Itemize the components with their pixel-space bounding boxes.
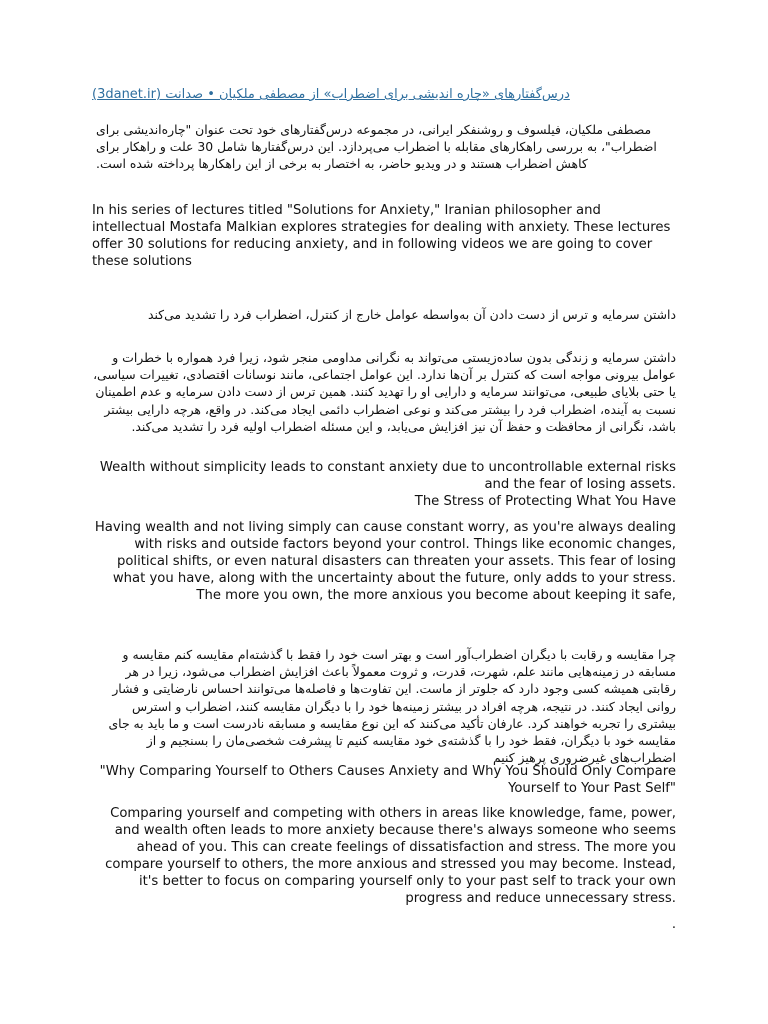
section2-heading-english: "Why Comparing Yourself to Others Causes Anxiety and Why You Should Only Compare Yourself to Your Past Self": [99, 764, 676, 796]
intro-persian: مصطفی ملکیان، فیلسوف و روشنفکر ایرانی، در مجموعه درس‌گفتارهای خود تحت عنوان "چاره‌اندیشی برای اضطراب"، به بررسی راهکارهای مقابله با اضطراب می‌پردازد. این درس‌گفتارها شامل 30 علت و راهکار برای کاهش اضطراب هستند و در ویدیو حاضر، به اختصار به برخی از این راهکارها پرداخته شده است.: [96, 122, 657, 172]
section1-body-english: Having wealth and not living simply can cause constant worry, as you're always dealing with risks and outside factors beyond your control. Things like economic changes, political shifts, or even natural disasters can threaten your assets. This fear of losing what you have, along with the uncertainty about the future, only adds to your stress. The more you own, the more anxious you become about keeping it safe,: [94, 520, 676, 603]
intro-english: In his series of lectures titled "Solutions for Anxiety," Iranian philosopher and intellectual Mostafa Malkian explores strategies for dealing with anxiety. These lectures offer 30 solutions for reducing anxiety, and in following videos we are going to cover these solutions: [92, 203, 671, 269]
title-link[interactable]: درس‌گفتارهای «چاره اندیشی برای اضطراب» از مصطفی ملکیان • صدانت (3danet.ir): [92, 87, 570, 102]
section1-heading-english-line2: The Stress of Protecting What You Have: [414, 494, 676, 509]
section2-body-persian: چرا مقایسه و رقابت با دیگران اضطراب‌آور است و بهتر است خود را فقط با گذشته‌ام مقایسه کنم مقایسه و مسابقه در زمینه‌هایی مانند علم، شهرت، قدرت، و ثروت معمولاً باعث افزایش اضطراب می‌شود، زیرا در هر رقابتی همیشه کسی وجود دارد که جلوتر از ماست. این تفاوت‌ها و فاصله‌ها می‌توانند احساس نارضایتی و فشار روانی ایجاد کنند. در نتیجه، هرچه افراد در بیشتر زمینه‌ها خود را با دیگران مقایسه کنند، اضطراب و استرس بیشتری را تجربه خواهند کرد. عارفان تأکید می‌کنند که این نوع مقایسه و مسابقه نادرست است و ما باید به جای مقایسه خود با دیگران، فقط خود را با گذشته‌ی خود مقایسه کنیم تا پیشرفت شخصی‌مان را بسنجیم و از اضطراب‌های غیرضروری پرهیز کنیم: [108, 647, 676, 766]
section1-heading-english-line1: Wealth without simplicity leads to constant anxiety due to uncontrollable external risks and the fear of losing assets.: [99, 460, 676, 492]
section1-heading-english: [92, 459, 676, 510]
section1-body-persian: داشتن سرمایه و زندگی بدون ساده‌زیستی می‌تواند به نگرانی مداومی منجر شود، زیرا فرد همواره با خطرات و عوامل بیرونی مواجه است که کنترل بر آن‌ها ندارد. این عوامل اجتماعی، مانند نوسانات اقتصادی، تغییرات سیاسی، یا حتی بلایای طبیعی، می‌توانند سرمایه و دارایی او را تهدید کنند. همین ترس از دست دادن سرمایه و عدم اطمینان نسبت به آینده، اضطراب فرد را بیشتر می‌کند و نوعی اضطراب دائمی ایجاد می‌کند. در واقع، هرچه دارایی بیشتر باشد، نگرانی از محافظت و حفظ آن نیز افزایش می‌یابد، و این مسئله اضطراب اولیه فرد را تشدید می‌کند.: [93, 350, 676, 434]
trailing-dot: .: [671, 917, 676, 932]
section2-body-english: Comparing yourself and competing with others in areas like knowledge, fame, power, and wealth often leads to more anxiety because there's always someone who seems ahead of you. This can create feelings of dissatisfaction and stress. The more you compare yourself to others, the more anxious and stressed you may become. Instead, it's better to focus on comparing yourself only to your past self to track your own progress and reduce unnecessary stress.: [105, 806, 676, 906]
section1-heading-persian: داشتن سرمایه و ترس از دست دادن آن به‌واسطه عوامل خارج از کنترل، اضطراب فرد را تشدید می‌کند: [147, 307, 676, 322]
